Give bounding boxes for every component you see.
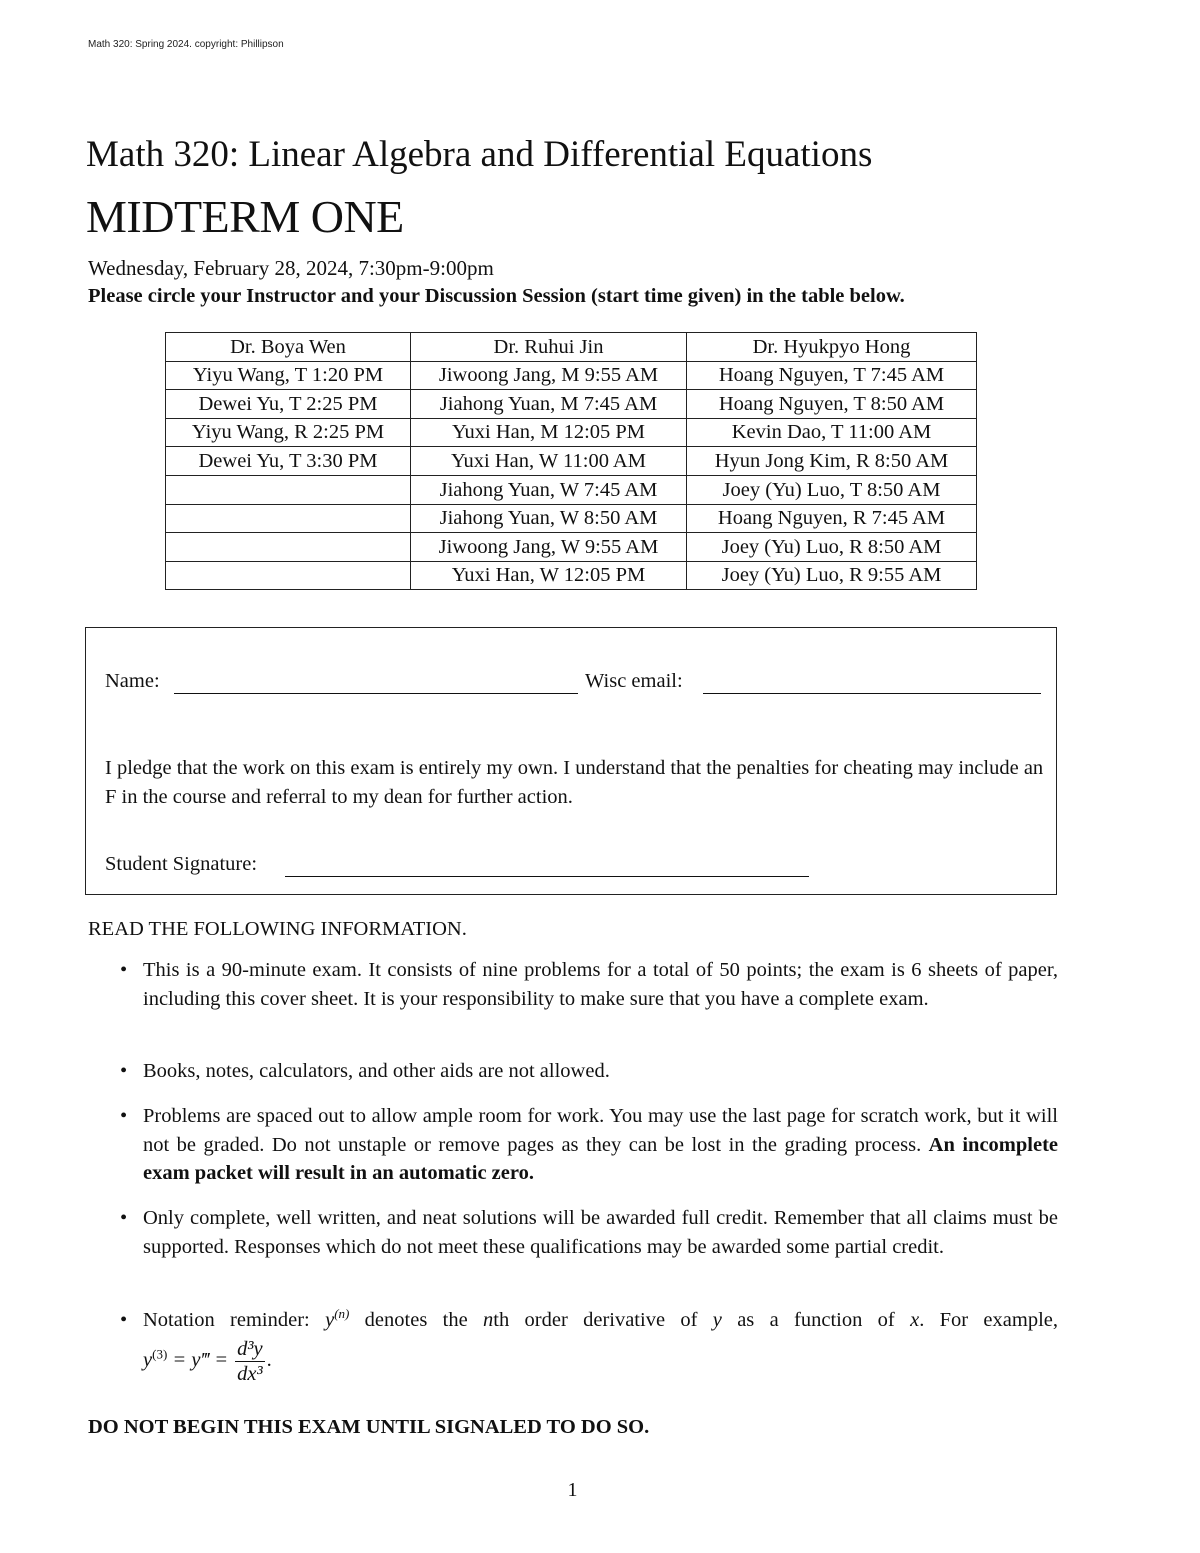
math-symbol: x [910, 1309, 920, 1331]
math-superscript: (3) [152, 1345, 168, 1361]
session-cell: Jiwoong Jang, M 9:55 AM [411, 361, 687, 390]
session-cell: Yuxi Han, M 12:05 PM [411, 418, 687, 447]
discussion-schedule-table [165, 332, 977, 590]
running-head: Math 320: Spring 2024. copyright: Phillipson [88, 39, 284, 50]
table-row [166, 418, 977, 447]
session-cell: Dewei Yu, T 2:25 PM [166, 390, 411, 419]
session-cell: Jiahong Yuan, W 8:50 AM [411, 504, 687, 533]
table-row [166, 504, 977, 533]
table-row [166, 561, 977, 590]
rule-text: Books, notes, calculators, and other aids are not allowed. [143, 1060, 610, 1082]
honor-pledge: I pledge that the work on this exam is entirely my own. I understand that the penalties for cheating may include an F in the course and referral to my dean for further action. [105, 757, 1044, 808]
instructor-header: Dr. Boya Wen [166, 333, 411, 362]
circle-instruction: Please circle your Instructor and your Discussion Session (start time given) in the table below. [88, 285, 905, 307]
session-cell: Hyun Jong Kim, R 8:50 AM [687, 447, 977, 476]
exam-rules-list [118, 956, 1058, 1386]
email-blank-line[interactable] [703, 693, 1041, 694]
rule-text: Problems are spaced out to allow ample room for work. You may use the last page for scratch work, but it will not be graded. Do not unstaple or remove pages as they can be lost in the grading process. [143, 1105, 1058, 1156]
table-row [166, 390, 977, 419]
session-cell: Yiyu Wang, R 2:25 PM [166, 418, 411, 447]
signature-blank-line[interactable] [285, 876, 809, 877]
session-cell: Joey (Yu) Luo, R 9:55 AM [687, 561, 977, 590]
session-cell: Yuxi Han, W 11:00 AM [411, 447, 687, 476]
session-cell: Joey (Yu) Luo, R 8:50 AM [687, 533, 977, 562]
rule-text: . For example, [919, 1309, 1058, 1331]
derivative-fraction [235, 1337, 265, 1386]
page-number: 1 [567, 1479, 578, 1501]
session-cell: Dewei Yu, T 3:30 PM [166, 447, 411, 476]
session-cell: Hoang Nguyen, T 7:45 AM [687, 361, 977, 390]
exam-title: MIDTERM ONE [86, 191, 404, 242]
session-cell: Jiahong Yuan, W 7:45 AM [411, 475, 687, 504]
session-cell: Jiahong Yuan, M 7:45 AM [411, 390, 687, 419]
session-cell: Kevin Dao, T 11:00 AM [687, 418, 977, 447]
list-item [118, 1102, 1058, 1187]
math-symbol: y [325, 1309, 335, 1331]
notation-equation [143, 1337, 1058, 1386]
rule-text: th order derivative of [493, 1309, 713, 1331]
fraction-numerator: d³y [237, 1337, 263, 1360]
name-label: Name: [105, 670, 160, 692]
session-cell: Hoang Nguyen, T 8:50 AM [687, 390, 977, 419]
rule-text: denotes the [349, 1309, 483, 1331]
session-cell: Yuxi Han, W 12:05 PM [411, 561, 687, 590]
session-cell [166, 561, 411, 590]
session-cell [166, 504, 411, 533]
rule-text: Only complete, well written, and neat solutions will be awarded full credit. Remember that all claims must be supported. Responses which do not meet these qualifications may be awarded some partial credit. [143, 1207, 1058, 1258]
exam-date: Wednesday, February 28, 2024, 7:30pm-9:00pm [88, 256, 494, 280]
math-equation: = y‴ = [167, 1348, 234, 1371]
session-cell: Hoang Nguyen, R 7:45 AM [687, 504, 977, 533]
instructor-header: Dr. Hyukpyo Hong [687, 333, 977, 362]
table-row [166, 361, 977, 390]
session-cell: Joey (Yu) Luo, T 8:50 AM [687, 475, 977, 504]
information-heading: READ THE FOLLOWING INFORMATION. [88, 918, 467, 940]
session-cell [166, 475, 411, 504]
math-symbol: y [143, 1348, 153, 1371]
rule-text: Notation reminder: [143, 1309, 326, 1331]
signature-label: Student Signature: [105, 853, 258, 875]
course-title: Math 320: Linear Algebra and Differential Equations [86, 134, 873, 175]
instructor-header: Dr. Ruhui Jin [411, 333, 687, 362]
list-item [118, 1204, 1058, 1289]
table-row [166, 447, 977, 476]
notation-reminder [143, 1306, 1058, 1335]
math-symbol: y [712, 1309, 722, 1331]
rule-text: as a function of [721, 1309, 911, 1331]
session-cell: Yiyu Wang, T 1:20 PM [166, 361, 411, 390]
table-row [166, 533, 977, 562]
student-info-box [85, 627, 1057, 895]
rule-emphasis: An incomplete exam packet will result in an automatic zero. [143, 1133, 1058, 1184]
do-not-begin-warning: DO NOT BEGIN THIS EXAM UNTIL SIGNALED TO DO SO. [88, 1416, 650, 1438]
list-item [118, 1057, 1058, 1085]
rule-text: This is a 90-minute exam. It consists of nine problems for a total of 50 points; the exam is 6 sheets of paper, including this cover sheet. It is your responsibility to make sure that you have a complete exam. [143, 959, 1058, 1010]
fraction-denominator: dx³ [237, 1362, 263, 1385]
list-item [118, 1306, 1058, 1386]
table-header-row [166, 333, 977, 362]
math-symbol: n [483, 1309, 494, 1331]
table-row [166, 475, 977, 504]
session-cell: Jiwoong Jang, W 9:55 AM [411, 533, 687, 562]
math-superscript: (n) [334, 1306, 350, 1322]
name-blank-line[interactable] [174, 693, 578, 694]
rule-text: . [266, 1348, 272, 1371]
session-cell [166, 533, 411, 562]
email-label: Wisc email: [585, 670, 683, 692]
list-item [118, 956, 1058, 1041]
